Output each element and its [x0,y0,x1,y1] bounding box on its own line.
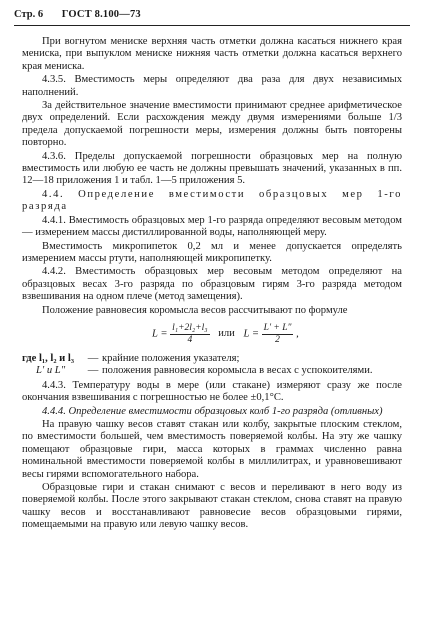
formula-lhs: L = [152,328,168,340]
definition-row [22,353,373,365]
fraction-denominator: 2 [275,334,280,345]
section-heading: 4.4. Определение вместимости образцовых мер 1-го разряда [22,188,402,213]
definition-dash: — [87,365,99,377]
subsection-heading: 4.4.4. Определение вместимости образцовых колб 1-го разряда (отливных) [42,405,383,417]
paragraph: 4.3.6. Пределы допускаемой погрешности образцовых мер на полную вместимость или любую ее часть не должны превышать значений, указанных в пп. 12—18 приложения 1 и табл. 1—5 приложения 5. [22,150,402,187]
paragraph: За действительное значение вместимости принимают среднее арифметическое двух определений. Если расхождения между двумя измерениями больше 1/3 предела допускаемой погрешности меры, измерения должны быть повторены повторно. [22,100,402,149]
paragraph: Вместимость микропипеток 0,2 мл и менее допускается определять измерением массы ртути, наполняющей микропипетку. [22,240,402,264]
paragraph: 4.4.1. Вместимость образцовых мер 1-го разряда определяют весовым методом — измерением массы дистиллированной воды, наполняющей меру. [22,214,402,239]
formula-definitions [22,353,373,378]
fraction-numerator: L′ + L″ [263,322,292,333]
definition-text: положения равновесия коромысла в весах с успокоителями. [102,365,373,377]
formula-fraction-1 [170,323,209,346]
definition-row [22,365,373,377]
definition-term: где l₁, l₂ и l₃ [22,352,75,364]
fraction-numerator: l₁+2l₂+l₃ [172,322,208,333]
paragraph: Положение равновесия коромысла весов рассчитывают по формуле [42,304,348,316]
paragraph: Образцовые гири и стакан снимают с весов и переливают в него воду из поверяемой колбы. После этого закрывают стакан стеклом, снова ставят на правую чашку весов и восстанавливают равновесие весов образцовыми гирями, помещаемыми на правую или левую чашку весов. [22,482,402,531]
formula-fraction-2 [262,323,294,346]
definition-text: крайние положения указателя; [102,352,240,364]
definition-dash: — [87,352,99,364]
page-number: Стр. 6 [14,9,44,20]
page-header [14,9,410,26]
paragraph: 4.4.3. Температуру воды в мере (или стакане) измеряют сразу же после окончания взвешивания с погрешностью не более ±0,1°C. [22,379,402,404]
formula-lhs-2: L = [243,328,260,340]
standard-code: ГОСТ 8.100—73 [61,9,141,20]
paragraph: 4.4.2. Вместимость образцовых мер весовым методом определяют на образцовых весах 3-го разряда по образцовым гирям 3-го разряда методом взвешивания на одном плече (метод замещения). [22,266,402,303]
paragraph: 4.3.5. Вместимость меры определяют два раза для двух независимых наполнений. [22,74,402,98]
fraction-denominator: 4 [187,334,193,345]
definition-term: L′ и L″ [36,365,66,377]
formula-tail: , [296,328,299,340]
paragraph: При вогнутом мениске верхняя часть отметки должна касаться нижнего края мениска, при выпуклом мениске нижняя часть отметки должна касаться верхнего края мениска. [22,36,402,72]
formula-or: или [218,328,235,340]
equilibrium-formula [22,323,402,349]
document-body [22,36,402,532]
paragraph: На правую чашку весов ставят стакан или колбу, закрытые плоским стеклом, по вместимости большей, чем вместимость поверяемой колбы. На эту же чашку помещают образцовые гири, масса которых в граммах численно равна номинальной вместимости поверяемой колбы в миллилитрах, и уравновешивают весы гирями вспомогательного набора. [22,418,402,480]
